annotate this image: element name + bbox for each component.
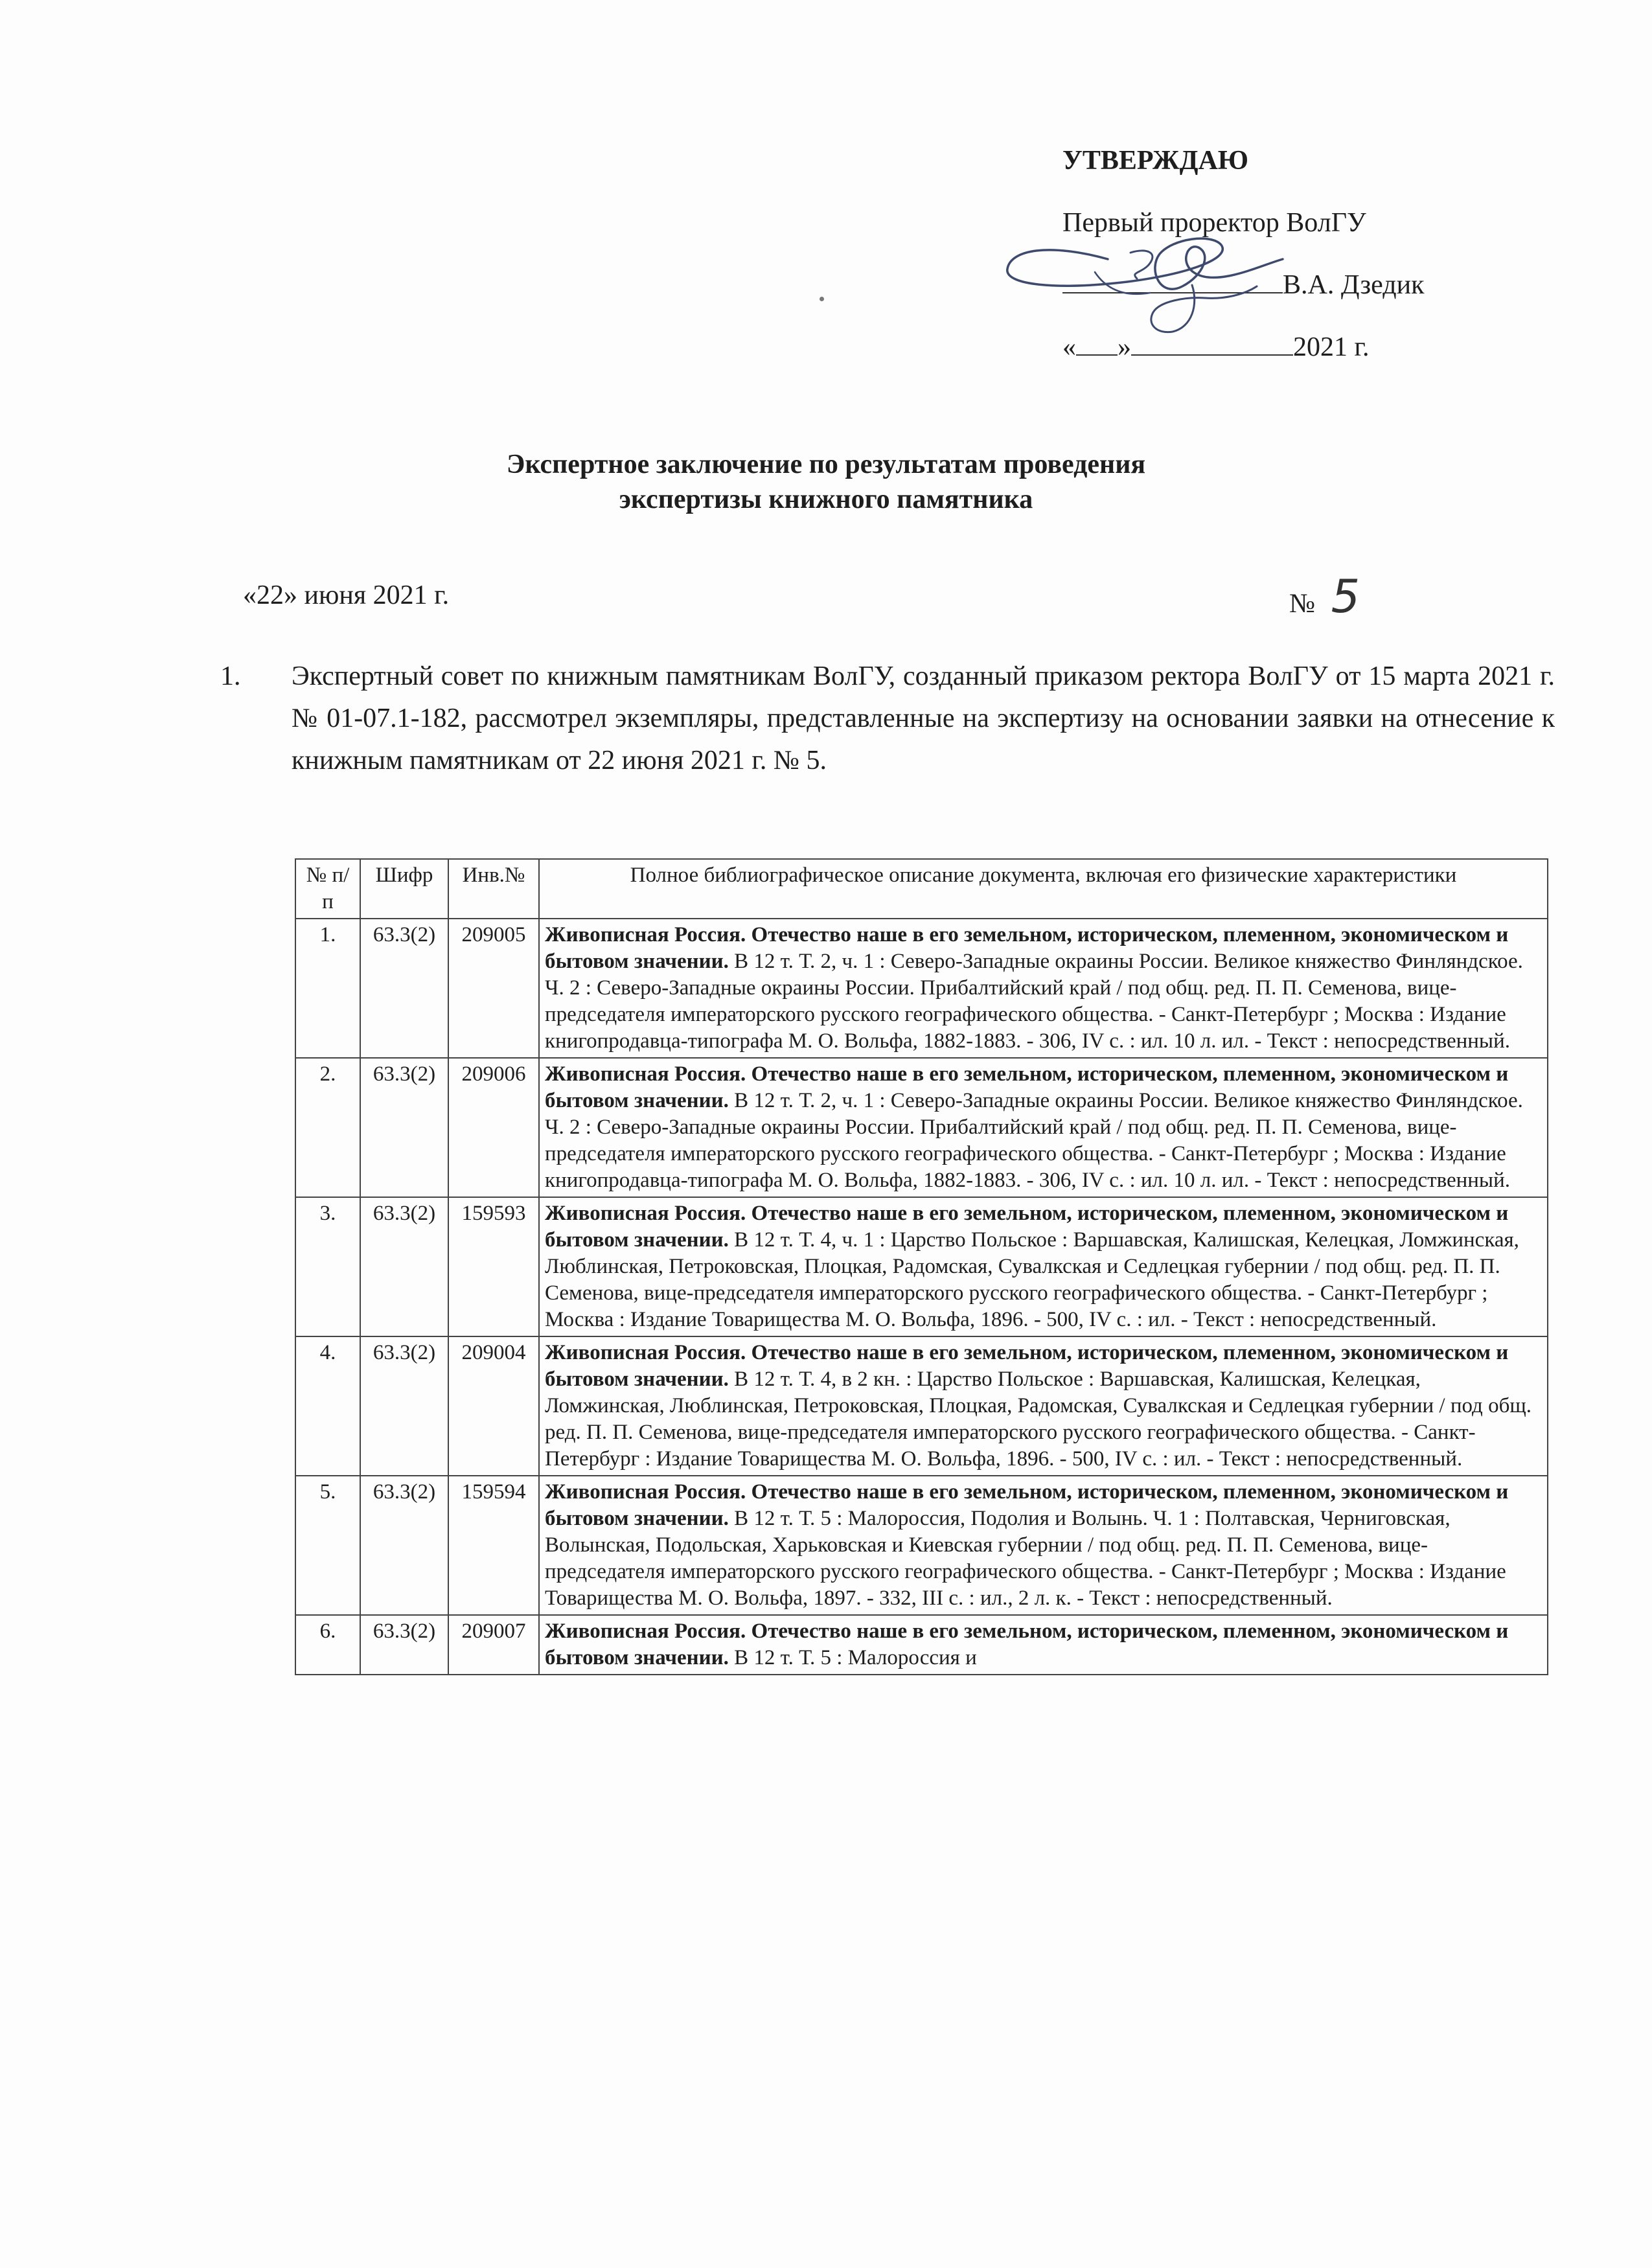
row-title: Живописная Россия. Отечество наше в его земельном, историческом, племенном, экономическом и бытовом значении. [545, 923, 1509, 973]
row-index: 1. [295, 919, 360, 1058]
row-cipher: 63.3(2) [360, 1476, 448, 1615]
row-description [539, 1197, 1548, 1336]
document-title [0, 447, 1652, 517]
scan-speck [820, 297, 824, 301]
header-cipher: Шифр [360, 859, 448, 919]
row-description [539, 1058, 1548, 1197]
row-index: 5. [295, 1476, 360, 1615]
table-row [295, 1615, 1548, 1675]
intro-text: Экспертный совет по книжным памятникам ВолГУ, созданный приказом ректора ВолГУ от 15 марта 2021 г. № 01-07.1-182, рассмотрел экземпляры, представленные на экспертизу на основании заявки на отнесение к книжным памятникам от 22 июня 2021 г. № 5. [292, 661, 1555, 775]
row-cipher: 63.3(2) [360, 1197, 448, 1336]
row-title: Живописная Россия. Отечество наше в его земельном, историческом, племенном, экономическом и бытовом значении. [545, 1480, 1509, 1530]
row-details: В 12 т. Т. 5 : Малороссия и [728, 1646, 977, 1669]
row-inventory: 159593 [448, 1197, 539, 1336]
title-line-2: экспертизы книжного памятника [619, 485, 1033, 514]
row-cipher: 63.3(2) [360, 919, 448, 1058]
header-inventory: Инв.№ [448, 859, 539, 919]
row-cipher: 63.3(2) [360, 1058, 448, 1197]
document-number [1289, 570, 1360, 623]
row-details: В 12 т. Т. 2, ч. 1 : Северо-Западные окраины России. Великое княжество Финляндское. Ч. 2 : Северо-Западные окраины России. Прибалтийский край / под общ. ред. П. П. Семенова, вице-председателя императорского русского географического общества. - Санкт-Петербург ; Москва : Издание книгопродавца-типографа М. О. Вольфа, 1882-1883. - 306, IV с. : ил. 10 л. ил. - Текст : непосредственный. [545, 1089, 1523, 1192]
table-row [295, 919, 1548, 1058]
row-title: Живописная Россия. Отечество наше в его земельном, историческом, племенном, экономическом и бытовом значении. [545, 1202, 1509, 1252]
row-description [539, 1476, 1548, 1615]
row-cipher: 63.3(2) [360, 1336, 448, 1476]
header-description: Полное библиографическое описание документа, включая его физические характеристики [539, 859, 1548, 919]
row-title: Живописная Россия. Отечество наше в его земельном, историческом, племенном, экономическом и бытовом значении. [545, 1062, 1509, 1112]
header-index: № п/п [295, 859, 360, 919]
intro-number: 1. [220, 661, 241, 691]
handwritten-signature [998, 214, 1302, 337]
row-index: 6. [295, 1615, 360, 1675]
table-row [295, 1336, 1548, 1476]
row-index: 4. [295, 1336, 360, 1476]
table-header-row [295, 859, 1548, 919]
title-line-1: Экспертное заключение по результатам проведения [506, 450, 1146, 479]
row-inventory: 209006 [448, 1058, 539, 1197]
table-row [295, 1197, 1548, 1336]
document-date: «22» июня 2021 г. [243, 580, 450, 610]
row-description [539, 919, 1548, 1058]
row-title: Живописная Россия. Отечество наше в его земельном, историческом, племенном, экономическом и бытовом значении. [545, 1341, 1509, 1391]
row-inventory: 209005 [448, 919, 539, 1058]
approval-date-mid: » [1118, 332, 1131, 362]
row-details: В 12 т. Т. 5 : Малороссия, Подолия и Волынь. Ч. 1 : Полтавская, Черниговская, Волынская, Подольская, Харьковская и Киевская губернии / под общ. ред. П. П. Семенова, вице-председателя императорского русского географического общества. - Санкт-Петербург ; Москва : Издание Товарищества М. О. Вольфа, 1897. - 332, III с. : ил., 2 л. к. - Текст : непосредственный. [545, 1507, 1506, 1610]
approval-signatory: В.А. Дзедик [1283, 270, 1425, 300]
row-details: В 12 т. Т. 4, ч. 1 : Царство Польское : Варшавская, Калишская, Келецкая, Ломжинская, Люблинская, Петроковская, Плоцкая, Радомская, Сувалкская и Седлецкая губернии / под общ. ред. П. П. Семенова, вице-председателя императорского русского географического общества. - Санкт-Петербург ; Москва : Издание Товарищества М. О. Вольфа, 1896. - 500, IV с. : ил. - Текст : непосредственный. [545, 1228, 1519, 1331]
row-inventory: 209007 [448, 1615, 539, 1675]
row-details: В 12 т. Т. 2, ч. 1 : Северо-Западные окраины России. Великое княжество Финляндское. Ч. 2 : Северо-Западные окраины России. Прибалтийский край / под общ. ред. П. П. Семенова, вице-председателя императорского русского географического общества. - Санкт-Петербург ; Москва : Издание книгопродавца-типографа М. О. Вольфа, 1882-1883. - 306, IV с. : ил. 10 л. ил. - Текст : непосредственный. [545, 950, 1523, 1053]
number-value: 5 [1331, 570, 1360, 623]
number-label: № [1289, 589, 1316, 619]
approval-heading: УТВЕРЖДАЮ [1062, 146, 1249, 176]
row-inventory: 209004 [448, 1336, 539, 1476]
row-description [539, 1336, 1548, 1476]
row-description [539, 1615, 1548, 1675]
books-table [295, 858, 1548, 1675]
row-details: В 12 т. Т. 4, в 2 кн. : Царство Польское : Варшавская, Калишская, Келецкая, Ломжинская, Люблинская, Петроковская, Плоцкая, Радомская, Сувалкская и Седлецкая губернии / под общ. ред. П. П. Семенова, вице-председателя императорского русского географического общества. - Санкт-Петербург : Издание Товарищества М. О. Вольфа, 1896. - 500, IV с. : ил. - Текст : непосредственный. [545, 1368, 1532, 1471]
approval-date-year: 2021 г. [1293, 332, 1370, 362]
intro-paragraph [220, 656, 1555, 782]
table-row [295, 1476, 1548, 1615]
row-title: Живописная Россия. Отечество наше в его земельном, историческом, племенном, экономическом и бытовом значении. [545, 1620, 1509, 1669]
approval-position: Первый проректор ВолГУ [1062, 208, 1366, 238]
row-index: 2. [295, 1058, 360, 1197]
row-inventory: 159594 [448, 1476, 539, 1615]
approval-date-open: « [1062, 332, 1076, 362]
table-row [295, 1058, 1548, 1197]
row-cipher: 63.3(2) [360, 1615, 448, 1675]
row-index: 3. [295, 1197, 360, 1336]
